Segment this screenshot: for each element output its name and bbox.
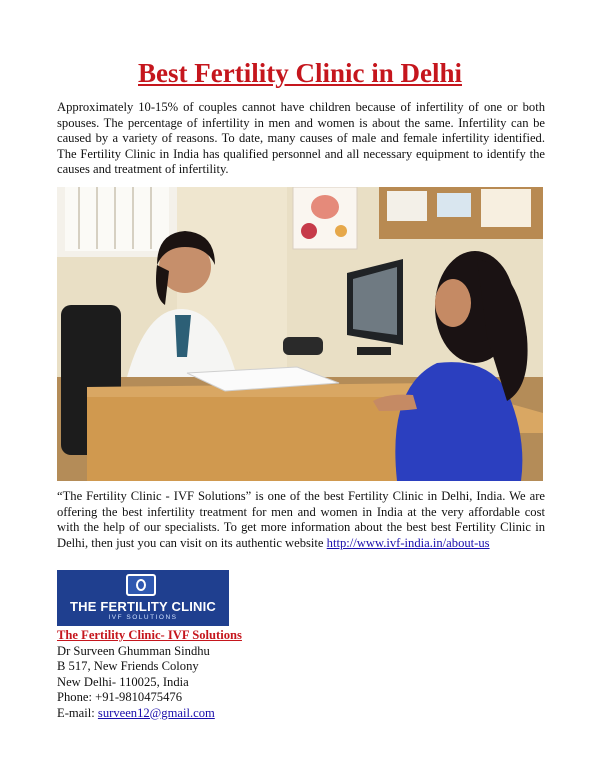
description-text: “The Fertility Clinic - IVF Solutions” is one of the best Fertility Clinic in Delhi, India. We are offering the best infertility treatment for men and women in India at the very affordable cost with the help of our specialists. To get more information about the best best Fertility Clinic in Delhi, then just you can visit on its authentic website <box>57 489 545 550</box>
contact-address-line1: B 517, New Friends Colony <box>57 659 199 673</box>
contact-phone: Phone: +91-9810475476 <box>57 690 182 704</box>
contact-doctor: Dr Surveen Ghumman Sindhu <box>57 643 210 658</box>
logo-tagline: IVF SOLUTIONS <box>108 614 178 621</box>
logo-name: THE FERTILITY CLINIC <box>69 599 217 614</box>
consultation-illustration <box>57 187 543 481</box>
contact-block <box>57 628 457 721</box>
contact-organization: The Fertility Clinic- IVF Solutions <box>57 628 242 642</box>
contact-email-row <box>57 706 457 722</box>
page-title: Best Fertility Clinic in Delhi <box>138 58 462 88</box>
contact-address-line2: New Delhi- 110025, India <box>57 674 189 689</box>
consultation-photo <box>57 187 543 481</box>
description-paragraph <box>57 489 545 551</box>
clinic-emblem-icon <box>126 574 156 596</box>
contact-email-link[interactable]: surveen12@gmail.com <box>97 705 215 720</box>
website-link[interactable]: http://www.ivf-india.in/about-us <box>326 535 490 550</box>
clinic-logo <box>57 570 229 626</box>
contact-email-label: E-mail: <box>57 705 98 720</box>
intro-paragraph: Approximately 10-15% of couples cannot have children because of infertility of one or both spouses. The percentage of infertility in men and women is about the same. Infertility can be caused by a variety of reasons. To date, many causes of male and female infertility identified. The Fertility Clinic in India has qualified personnel and all necessary equipment to identify the causes and treatment of infertility. <box>57 100 545 177</box>
